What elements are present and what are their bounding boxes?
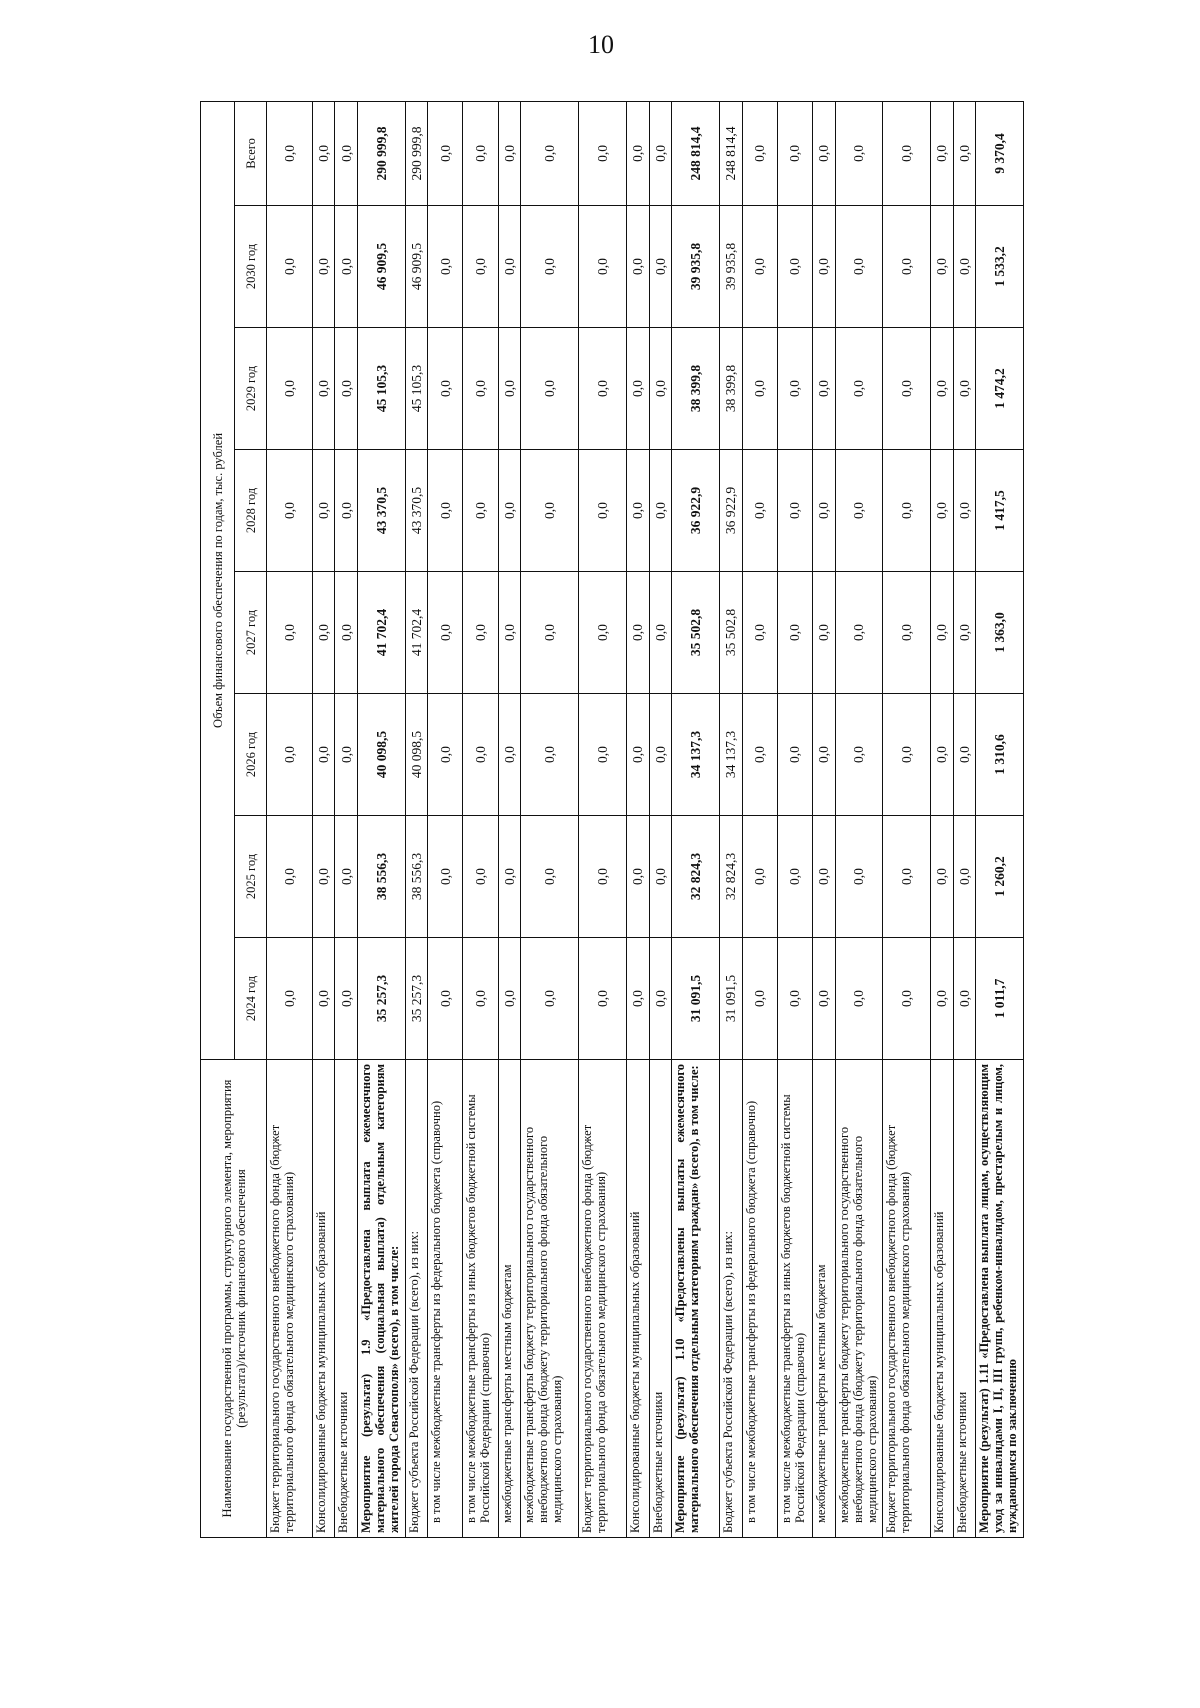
page-number: 10: [588, 30, 614, 59]
total-cell: 0,0: [649, 101, 672, 205]
table-row: [463, 101, 498, 1537]
value-cell: 0,0: [312, 938, 335, 1060]
value-cell: 0,0: [498, 572, 521, 694]
table-row: [267, 101, 313, 1537]
row-label: межбюджетные трансферты бюджету территориального государственного внебюджетного фонда (бюджету территориального фонда обязательного медицинского страхования): [521, 1060, 579, 1538]
table-row: [498, 101, 521, 1537]
value-cell: 0,0: [649, 450, 672, 572]
value-cell: 0,0: [777, 694, 812, 816]
total-cell: 0,0: [953, 101, 976, 205]
table-row: [835, 101, 883, 1537]
total-header: Всего: [235, 101, 267, 205]
value-cell: 0,0: [579, 328, 627, 450]
table-row: [672, 101, 720, 1537]
value-cell: 35 502,8: [672, 572, 720, 694]
value-cell: 0,0: [312, 816, 335, 938]
value-cell: 0,0: [649, 206, 672, 328]
value-cell: 1 260,2: [976, 816, 1024, 938]
value-cell: 0,0: [777, 816, 812, 938]
value-cell: 0,0: [742, 816, 777, 938]
value-cell: 45 105,3: [358, 328, 406, 450]
value-cell: 0,0: [777, 572, 812, 694]
value-cell: 0,0: [883, 328, 931, 450]
value-cell: 39 935,8: [719, 206, 742, 328]
year-header: 2029 год: [235, 328, 267, 450]
value-cell: 0,0: [777, 328, 812, 450]
year-header: 2024 год: [235, 938, 267, 1060]
value-cell: 0,0: [498, 328, 521, 450]
value-cell: 0,0: [267, 206, 313, 328]
table-row: [358, 101, 406, 1537]
value-cell: 40 098,5: [405, 694, 428, 816]
total-cell: 0,0: [521, 101, 579, 205]
value-cell: 0,0: [463, 938, 498, 1060]
value-cell: 0,0: [742, 450, 777, 572]
total-cell: 0,0: [335, 101, 358, 205]
value-cell: 0,0: [521, 694, 579, 816]
value-cell: 0,0: [428, 328, 463, 450]
value-cell: 0,0: [883, 694, 931, 816]
value-cell: 0,0: [883, 938, 931, 1060]
value-cell: 0,0: [953, 206, 976, 328]
value-cell: 0,0: [267, 816, 313, 938]
funding-group-header: Объем финансового обеспечения по годам, тыс. рублей: [201, 101, 235, 1059]
total-cell: 290 999,8: [405, 101, 428, 205]
value-cell: 41 702,4: [405, 572, 428, 694]
total-cell: 248 814,4: [719, 101, 742, 205]
value-cell: 0,0: [428, 572, 463, 694]
table-row: [777, 101, 812, 1537]
total-cell: 0,0: [579, 101, 627, 205]
value-cell: 32 824,3: [672, 816, 720, 938]
value-cell: 0,0: [930, 572, 953, 694]
value-cell: 0,0: [626, 816, 649, 938]
value-cell: 0,0: [742, 694, 777, 816]
row-label: Мероприятие (результат) 1.9 «Предоставлена выплата ежемесячного материального обеспечения (социальная выплата) отдельным категориям жителей города Севастополя» (всего), в том числе:: [358, 1060, 406, 1538]
value-cell: 0,0: [953, 328, 976, 450]
value-cell: 0,0: [835, 938, 883, 1060]
year-header: 2030 год: [235, 206, 267, 328]
value-cell: 0,0: [953, 694, 976, 816]
value-cell: 0,0: [521, 816, 579, 938]
value-cell: 0,0: [312, 572, 335, 694]
table-body: [267, 101, 1024, 1537]
total-cell: 9 370,4: [976, 101, 1024, 205]
value-cell: 0,0: [777, 938, 812, 1060]
value-cell: 0,0: [312, 206, 335, 328]
value-cell: 0,0: [742, 328, 777, 450]
total-cell: 0,0: [312, 101, 335, 205]
row-label: межбюджетные трансферты местным бюджетам: [498, 1060, 521, 1538]
value-cell: 0,0: [883, 206, 931, 328]
row-label: в том числе межбюджетные трансферты из иных бюджетов бюджетной системы Российской Федерации (справочно): [777, 1060, 812, 1538]
row-label: Бюджет субъекта Российской Федерации (всего), из них:: [719, 1060, 742, 1538]
value-cell: 1 011,7: [976, 938, 1024, 1060]
value-cell: 0,0: [777, 450, 812, 572]
value-cell: 0,0: [812, 206, 835, 328]
value-cell: 38 399,8: [719, 328, 742, 450]
value-cell: 0,0: [335, 206, 358, 328]
table-row: [812, 101, 835, 1537]
value-cell: 0,0: [463, 450, 498, 572]
value-cell: 0,0: [521, 572, 579, 694]
total-cell: 290 999,8: [358, 101, 406, 205]
value-cell: 35 502,8: [719, 572, 742, 694]
value-cell: 0,0: [649, 328, 672, 450]
value-cell: 0,0: [335, 572, 358, 694]
table-row: [579, 101, 627, 1537]
row-label: Внебюджетные источники: [953, 1060, 976, 1538]
value-cell: 0,0: [835, 206, 883, 328]
value-cell: 1 474,2: [976, 328, 1024, 450]
value-cell: 0,0: [742, 206, 777, 328]
value-cell: 0,0: [312, 450, 335, 572]
value-cell: 0,0: [335, 694, 358, 816]
value-cell: 40 098,5: [358, 694, 406, 816]
value-cell: 0,0: [626, 938, 649, 1060]
value-cell: 1 310,6: [976, 694, 1024, 816]
value-cell: 0,0: [626, 328, 649, 450]
value-cell: 0,0: [267, 938, 313, 1060]
total-cell: 0,0: [463, 101, 498, 205]
value-cell: 38 556,3: [405, 816, 428, 938]
value-cell: 0,0: [579, 206, 627, 328]
value-cell: 31 091,5: [719, 938, 742, 1060]
row-label: Внебюджетные источники: [649, 1060, 672, 1538]
value-cell: 46 909,5: [405, 206, 428, 328]
table-row: [930, 101, 953, 1537]
value-cell: 0,0: [463, 328, 498, 450]
table-row: [976, 101, 1024, 1537]
value-cell: 0,0: [579, 938, 627, 1060]
table-row: [649, 101, 672, 1537]
value-cell: 34 137,3: [672, 694, 720, 816]
value-cell: 0,0: [579, 572, 627, 694]
value-cell: 38 399,8: [672, 328, 720, 450]
value-cell: 0,0: [498, 450, 521, 572]
value-cell: 1 417,5: [976, 450, 1024, 572]
value-cell: 0,0: [428, 938, 463, 1060]
value-cell: 0,0: [649, 938, 672, 1060]
name-column-header: Наименование государственной программы, структурного элемента, мероприятия (результата)/источник финансового обеспечения: [201, 1060, 267, 1538]
value-cell: 0,0: [579, 816, 627, 938]
value-cell: 0,0: [428, 816, 463, 938]
value-cell: 0,0: [428, 694, 463, 816]
value-cell: 0,0: [463, 572, 498, 694]
value-cell: 32 824,3: [719, 816, 742, 938]
value-cell: 38 556,3: [358, 816, 406, 938]
total-cell: 0,0: [812, 101, 835, 205]
total-cell: 0,0: [498, 101, 521, 205]
total-cell: 0,0: [777, 101, 812, 205]
table-row: [953, 101, 976, 1537]
value-cell: 36 922,9: [719, 450, 742, 572]
value-cell: 1 533,2: [976, 206, 1024, 328]
value-cell: 0,0: [930, 816, 953, 938]
value-cell: 0,0: [953, 816, 976, 938]
value-cell: 31 091,5: [672, 938, 720, 1060]
row-label: Мероприятие (результат) 1.11 «Предоставлена выплата лицам, осуществляющим уход за инвалидами I, II, III групп, ребенком-инвалидом, престарелым и лицом, нуждающимся по заключению: [976, 1060, 1024, 1538]
value-cell: 0,0: [835, 816, 883, 938]
value-cell: 35 257,3: [358, 938, 406, 1060]
table-row: [719, 101, 742, 1537]
value-cell: 0,0: [579, 450, 627, 572]
value-cell: 0,0: [930, 450, 953, 572]
value-cell: 0,0: [812, 816, 835, 938]
value-cell: 0,0: [953, 572, 976, 694]
value-cell: 34 137,3: [719, 694, 742, 816]
value-cell: 0,0: [883, 816, 931, 938]
value-cell: 1 363,0: [976, 572, 1024, 694]
year-header: 2025 год: [235, 816, 267, 938]
row-label: Бюджет субъекта Российской Федерации (всего), из них:: [405, 1060, 428, 1538]
value-cell: 0,0: [521, 938, 579, 1060]
value-cell: 35 257,3: [405, 938, 428, 1060]
value-cell: 0,0: [777, 206, 812, 328]
value-cell: 0,0: [812, 328, 835, 450]
value-cell: 0,0: [626, 572, 649, 694]
value-cell: 0,0: [463, 816, 498, 938]
value-cell: 0,0: [835, 328, 883, 450]
row-label: Консолидированные бюджеты муниципальных образований: [626, 1060, 649, 1538]
row-label: межбюджетные трансферты местным бюджетам: [812, 1060, 835, 1538]
value-cell: 0,0: [428, 206, 463, 328]
value-cell: 0,0: [812, 572, 835, 694]
row-label: Внебюджетные источники: [335, 1060, 358, 1538]
value-cell: 0,0: [930, 328, 953, 450]
value-cell: 0,0: [335, 938, 358, 1060]
row-label: в том числе межбюджетные трансферты из иных бюджетов бюджетной системы Российской Федерации (справочно): [463, 1060, 498, 1538]
value-cell: 0,0: [428, 450, 463, 572]
value-cell: 41 702,4: [358, 572, 406, 694]
rotated-table-wrapper: [200, 102, 1024, 1538]
year-header: 2026 год: [235, 694, 267, 816]
value-cell: 0,0: [312, 694, 335, 816]
table-row: [626, 101, 649, 1537]
value-cell: 0,0: [335, 450, 358, 572]
value-cell: 0,0: [812, 450, 835, 572]
funding-table: [200, 101, 1024, 1538]
value-cell: 0,0: [953, 938, 976, 1060]
row-label: межбюджетные трансферты бюджету территориального государственного внебюджетного фонда (бюджету территориального фонда обязательного медицинского страхования): [835, 1060, 883, 1538]
row-label: Бюджет территориального государственного внебюджетного фонда (бюджет территориального фонда обязательного медицинского страхования): [267, 1060, 313, 1538]
value-cell: 0,0: [498, 694, 521, 816]
value-cell: 0,0: [649, 572, 672, 694]
value-cell: 0,0: [930, 206, 953, 328]
value-cell: 0,0: [267, 694, 313, 816]
value-cell: 0,0: [498, 938, 521, 1060]
row-label: Бюджет территориального государственного внебюджетного фонда (бюджет территориального фонда обязательного медицинского страхования): [579, 1060, 627, 1538]
table-row: [742, 101, 777, 1537]
value-cell: 0,0: [883, 450, 931, 572]
total-cell: 0,0: [428, 101, 463, 205]
value-cell: 0,0: [463, 206, 498, 328]
total-cell: 0,0: [626, 101, 649, 205]
value-cell: 0,0: [521, 328, 579, 450]
total-cell: 0,0: [930, 101, 953, 205]
value-cell: 0,0: [335, 328, 358, 450]
value-cell: 0,0: [579, 694, 627, 816]
value-cell: 0,0: [335, 816, 358, 938]
row-label: Мероприятие (результат) 1.10 «Предоставлены выплаты ежемесячного материального обеспечения отдельным категориям граждан» (всего), в том числе:: [672, 1060, 720, 1538]
row-label: в том числе межбюджетные трансферты из федерального бюджета (справочно): [428, 1060, 463, 1538]
value-cell: 0,0: [626, 694, 649, 816]
year-header: 2027 год: [235, 572, 267, 694]
value-cell: 36 922,9: [672, 450, 720, 572]
value-cell: 43 370,5: [358, 450, 406, 572]
value-cell: 0,0: [649, 694, 672, 816]
table-row: [521, 101, 579, 1537]
value-cell: 0,0: [521, 206, 579, 328]
total-cell: 0,0: [883, 101, 931, 205]
value-cell: 46 909,5: [358, 206, 406, 328]
value-cell: 45 105,3: [405, 328, 428, 450]
value-cell: 0,0: [742, 572, 777, 694]
value-cell: 0,0: [312, 328, 335, 450]
total-cell: 0,0: [267, 101, 313, 205]
table-row: [428, 101, 463, 1537]
row-label: Консолидированные бюджеты муниципальных образований: [930, 1060, 953, 1538]
value-cell: 0,0: [463, 694, 498, 816]
value-cell: 0,0: [953, 450, 976, 572]
value-cell: 0,0: [835, 572, 883, 694]
value-cell: 0,0: [812, 694, 835, 816]
value-cell: 0,0: [835, 694, 883, 816]
value-cell: 0,0: [812, 938, 835, 1060]
total-cell: 248 814,4: [672, 101, 720, 205]
row-label: Бюджет территориального государственного внебюджетного фонда (бюджет территориального фонда обязательного медицинского страхования): [883, 1060, 931, 1538]
value-cell: 0,0: [930, 694, 953, 816]
table-row: [883, 101, 931, 1537]
total-cell: 0,0: [742, 101, 777, 205]
value-cell: 0,0: [267, 572, 313, 694]
value-cell: 0,0: [498, 816, 521, 938]
value-cell: 0,0: [930, 938, 953, 1060]
year-header: 2028 год: [235, 450, 267, 572]
table-row: [405, 101, 428, 1537]
value-cell: 39 935,8: [672, 206, 720, 328]
value-cell: 0,0: [498, 206, 521, 328]
table-row: [335, 101, 358, 1537]
value-cell: 43 370,5: [405, 450, 428, 572]
value-cell: 0,0: [267, 450, 313, 572]
value-cell: 0,0: [742, 938, 777, 1060]
value-cell: 0,0: [626, 206, 649, 328]
row-label: в том числе межбюджетные трансферты из федерального бюджета (справочно): [742, 1060, 777, 1538]
value-cell: 0,0: [267, 328, 313, 450]
row-label: Консолидированные бюджеты муниципальных образований: [312, 1060, 335, 1538]
value-cell: 0,0: [626, 450, 649, 572]
value-cell: 0,0: [649, 816, 672, 938]
value-cell: 0,0: [521, 450, 579, 572]
value-cell: 0,0: [883, 572, 931, 694]
value-cell: 0,0: [835, 450, 883, 572]
table-row: [312, 101, 335, 1537]
total-cell: 0,0: [835, 101, 883, 205]
